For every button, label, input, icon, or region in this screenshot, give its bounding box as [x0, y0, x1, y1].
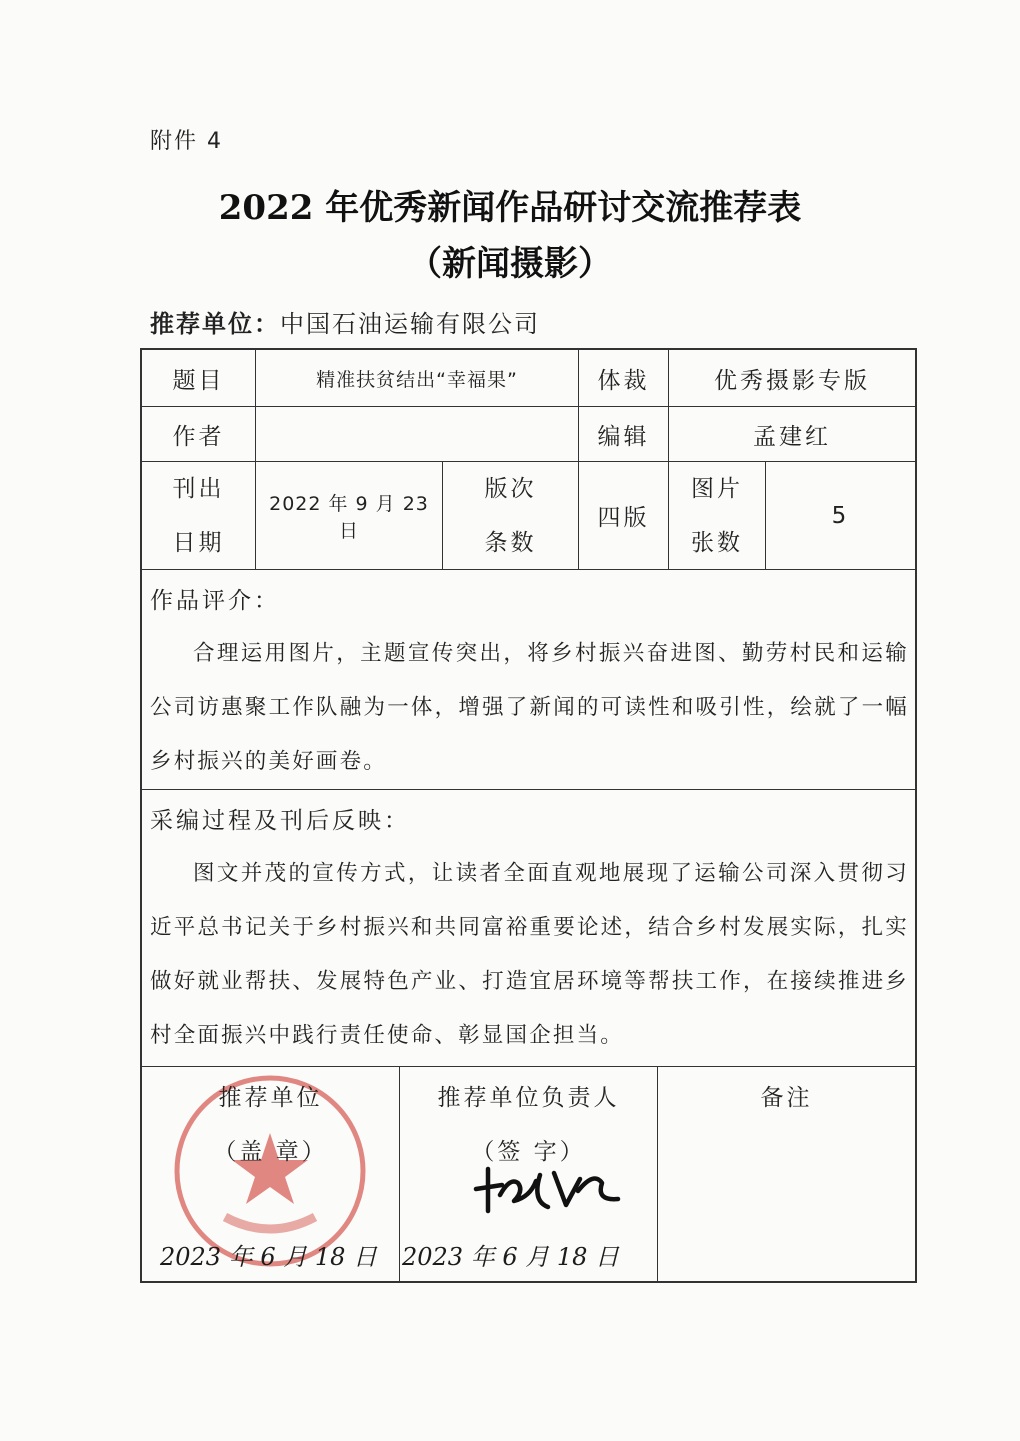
review-heading: 作品评介：	[150, 588, 280, 614]
page-title: 2022 年优秀新闻作品研讨交流推荐表	[218, 188, 802, 228]
edition-value: 四版	[579, 462, 669, 570]
photos-label-line1: 图片	[691, 475, 743, 502]
edition-label-line1: 版次	[484, 475, 537, 502]
edition-label-line2: 条数	[484, 529, 537, 556]
date-label	[142, 462, 256, 570]
review-body: 合理运用图片，主题宣传突出，将乡村振兴奋进图、勤劳村民和运输公司访惠聚工作队融为一体，增强了新闻的可读性和吸引性，绘就了一幅乡村振兴的美好画卷。	[150, 641, 909, 774]
unit-stamp-date: 2023 年 6 月 18 日	[160, 1243, 378, 1271]
recommender-value: 中国石油运输有限公司	[280, 310, 540, 338]
page-subtitle: （新闻摄影）	[408, 244, 612, 284]
attachment-label: 附件 4	[150, 129, 223, 154]
genre-label: 体裁	[579, 350, 669, 407]
author-value	[256, 407, 579, 462]
process-heading: 采编过程及刊后反映：	[150, 808, 410, 834]
photos-label-line2: 张数	[691, 529, 743, 556]
topic-label: 题目	[142, 350, 256, 407]
handwritten-signature	[470, 1155, 630, 1225]
recommender-label: 推荐单位：	[150, 310, 280, 338]
head-signature-label: 推荐单位负责人	[437, 1085, 620, 1111]
editor-label: 编辑	[579, 407, 669, 462]
head-signature-date: 2023 年 6 月 18 日	[402, 1243, 620, 1271]
unit-stamp-cell	[142, 1067, 400, 1281]
topic-value: 精准扶贫结出“幸福果”	[256, 350, 579, 407]
recommender-line	[150, 304, 540, 339]
remarks-label: 备注	[760, 1085, 813, 1111]
unit-stamp-note: （盖 章）	[213, 1139, 328, 1165]
photos-value: 5	[766, 462, 915, 570]
editor-value: 孟建红	[669, 407, 915, 462]
photos-label	[669, 462, 766, 570]
date-value: 2022 年 9 月 23 日	[256, 462, 443, 570]
process-section	[142, 790, 915, 1067]
head-signature-note: （签 字）	[471, 1139, 586, 1165]
recommendation-form	[140, 348, 917, 1283]
remarks-cell	[658, 1067, 915, 1281]
process-body: 图文并茂的宣传方式，让读者全面直观地展现了运输公司深入贯彻习近平总书记关于乡村振兴和共同富裕重要论述，结合乡村发展实际，扎实做好就业帮扶、发展特色产业、打造宜居环境等帮扶工作，在接续推进乡村全面振兴中践行责任使命、彰显国企担当。	[150, 861, 909, 1048]
edition-label	[443, 462, 579, 570]
unit-stamp-label: 推荐单位	[218, 1085, 323, 1111]
date-label-line2: 日期	[172, 529, 225, 556]
review-section	[142, 570, 915, 790]
author-label: 作者	[142, 407, 256, 462]
date-label-line1: 刊出	[172, 475, 225, 502]
head-signature-cell	[400, 1067, 658, 1281]
genre-value: 优秀摄影专版	[669, 350, 915, 407]
